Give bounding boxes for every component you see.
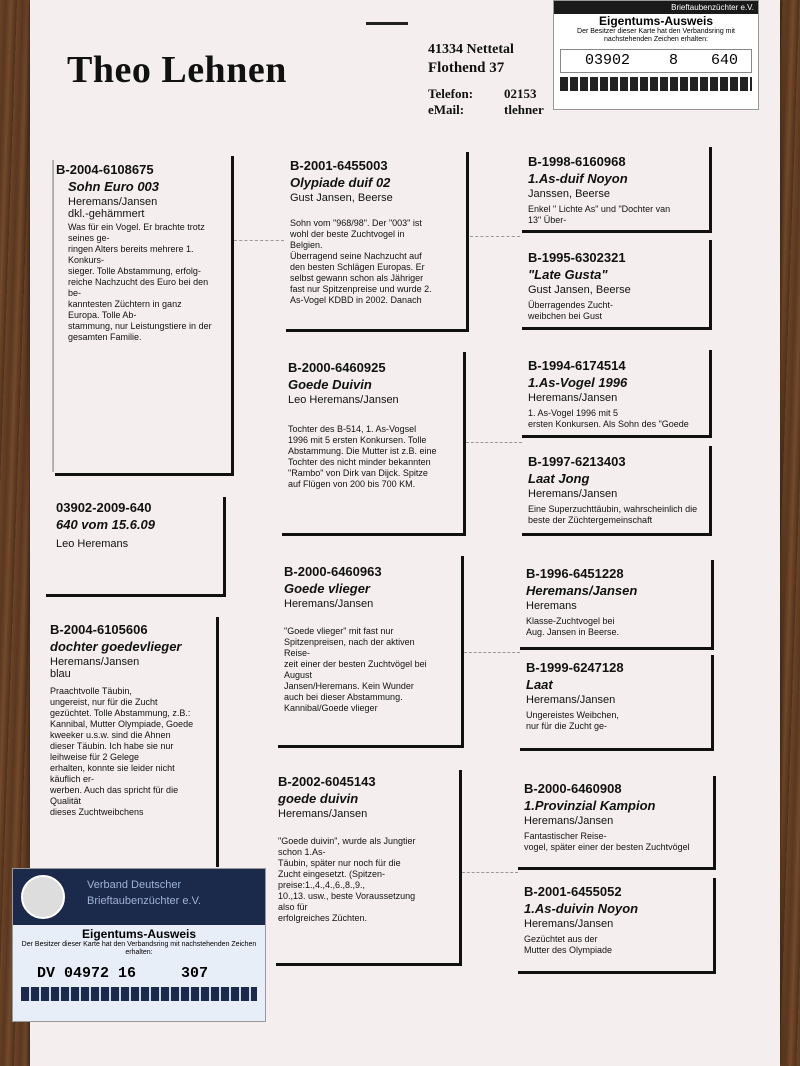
stamp-org-line1: Verband Deutscher	[87, 879, 182, 891]
desc-line: Aug. Jansen in Beerse.	[526, 627, 620, 637]
desc-line: Überragendes Zucht-	[528, 300, 614, 310]
stamp-pattern	[560, 77, 752, 91]
ring-number: B-2000-6460925	[288, 360, 386, 375]
desc-line: Ungereistes Weibchen,	[526, 710, 619, 720]
desc-line: fast nur Spitzenpreise und wurde 2.	[290, 284, 432, 294]
ring-number: B-2001-6455052	[524, 884, 622, 899]
desc-line: Sohn vom "968/98". Der "003" ist	[290, 218, 422, 228]
desc-line: 1996 mit 5 ersten Konkursen. Tolle	[288, 435, 427, 445]
desc-line: Belgien.	[290, 240, 323, 250]
bracket-line	[520, 647, 714, 650]
desc-line: Gezüchtet aus der	[524, 934, 598, 944]
bracket-line	[709, 240, 712, 330]
ring-number: B-1998-6160968	[528, 154, 626, 169]
desc-line: Konkurs-	[68, 255, 105, 265]
breeder: Heremans/Jansen	[528, 488, 618, 500]
desc-line: auch bei dieser Abstammung.	[284, 692, 403, 702]
desc-line: August	[284, 670, 313, 680]
connector	[234, 240, 284, 241]
bracket-line	[520, 748, 714, 751]
desc-line: gesamten Familie.	[68, 332, 142, 342]
desc-line: kweeker u.s.w. sind die Ahnen	[50, 730, 171, 740]
stamp-org-line2: Brieftaubenzüchter e.V.	[87, 895, 201, 907]
desc-line: wohl der beste Zuchtvogel in	[290, 229, 405, 239]
desc-line: selbst gewann schon als Jähriger	[290, 273, 424, 283]
bracket-line	[522, 435, 712, 438]
connector	[466, 442, 522, 443]
pigeon-name: Heremans/Jansen	[526, 583, 638, 598]
bracket-line	[463, 352, 466, 536]
phone-value: 02153	[504, 86, 537, 101]
desc-line: Reise-	[284, 648, 311, 658]
bracket-line	[522, 327, 712, 330]
pigeon-name: 640 vom 15.6.09	[56, 517, 156, 532]
bracket-line	[466, 152, 469, 332]
bracket-line	[276, 963, 462, 966]
desc-line: dieser Täubin. Ich habe sie nur	[50, 741, 174, 751]
desc-line: Qualität	[50, 796, 82, 806]
granddam-paternal-card	[288, 360, 460, 490]
pigeon-logo-icon	[21, 875, 65, 919]
pigeon-name: 1.As-duif Noyon	[528, 171, 628, 186]
pigeon-name: Olypiade duif 02	[290, 175, 391, 190]
desc-line: Jansen/Heremans. Kein Wunder	[284, 681, 414, 691]
desc-line: Praachtvolle Täubin,	[50, 686, 132, 696]
desc-line: Kannibal/Goede vlieger	[284, 703, 378, 713]
desc-line: ungereist, nur für die Zucht	[50, 697, 158, 707]
pigeon-name: Laat Jong	[528, 471, 590, 486]
bracket-line	[713, 776, 716, 870]
stamp-ring-year: 8	[669, 52, 679, 69]
desc-line: erhalten, konnte sie leider nicht	[50, 763, 175, 773]
ring-number: B-2002-6045143	[278, 774, 376, 789]
breeder: Heremans/Jansen	[524, 918, 614, 930]
stamp-subtitle: Der Besitzer dieser Karte hat den Verbandsring mit nachstehenden Zeichen erhalten:	[577, 28, 735, 43]
owner-name: Theo Lehnen	[67, 49, 287, 91]
stamp-ring-number: DV 04972 16	[37, 965, 137, 982]
desc-line: auf Flügen von 200 bis 700 KM.	[288, 479, 416, 489]
bracket-line	[709, 350, 712, 438]
connector	[470, 236, 520, 237]
bracket-line	[55, 473, 234, 476]
ancestor-card	[528, 250, 706, 322]
desc-line: "Goede vlieger" mit fast nur	[284, 626, 394, 636]
desc-line: leihweise für 2 Gelege	[50, 752, 140, 762]
email-value: tlehner	[504, 102, 544, 117]
address-city: 41334 Nettetal	[428, 42, 514, 57]
granddam-maternal-card	[278, 774, 454, 924]
stamp-org: Brieftaubenzüchter e.V.	[554, 1, 758, 14]
divider	[366, 22, 408, 25]
ring-number: B-1999-6247128	[526, 660, 624, 675]
desc-line: schon 1.As-	[278, 847, 326, 857]
bracket-line	[713, 878, 716, 974]
breeder: Leo Heremans/Jansen	[288, 394, 399, 406]
ancestor-card	[526, 660, 706, 732]
ring-number: B-1997-6213403	[528, 454, 626, 469]
desc-line: 13" Über-	[528, 215, 567, 225]
bracket-line	[709, 147, 712, 233]
stamp-title: Eigentums-Ausweis	[81, 927, 197, 941]
desc-line: sieger. Tolle Abstammung, erfolg-	[68, 266, 201, 276]
stamp-subtitle: Der Besitzer dieser Karte hat den Verbandsring mit nachstehenden Zeichen erhalten:	[21, 941, 257, 956]
desc-line: weibchen bei Gust	[528, 311, 603, 321]
desc-line: Kannibal, Mutter Olympiade, Goede	[50, 719, 194, 729]
bracket-line	[711, 655, 714, 751]
desc-line: werben. Auch das spricht für die	[50, 785, 179, 795]
bracket-line	[518, 867, 716, 870]
pigeon-name: Sohn Euro 003	[68, 179, 160, 194]
ancestor-card	[528, 358, 706, 430]
breeder: Heremans/Jansen	[524, 815, 614, 827]
breeder: Heremans	[526, 600, 577, 612]
desc-line: Überragend seine Nachzucht auf	[290, 251, 422, 261]
connector	[464, 652, 520, 653]
bracket-line	[46, 594, 226, 597]
bracket-line	[216, 617, 219, 867]
desc-line: "Rambo" von Dirk van Dijck. Spitze	[288, 468, 428, 478]
subject-card	[56, 500, 226, 550]
desc-line: ersten Konkursen. Als Sohn des "Goede	[528, 419, 689, 429]
connector	[462, 872, 518, 873]
ancestor-card	[528, 454, 706, 526]
desc-line: Abstammung. Die Mutter ist z.B. eine	[288, 446, 437, 456]
desc-line: den besten Schlägen Europas. Er	[290, 262, 425, 272]
desc-line: Enkel " Lichte As" und "Dochter van	[528, 204, 671, 214]
stamp-pattern	[21, 987, 257, 1001]
pigeon-name: dochter goedevlieger	[50, 639, 182, 654]
color: blau	[50, 668, 71, 680]
desc-line: Tochter des B-514, 1. As-Vogsel	[288, 424, 417, 434]
ownership-stamp-top	[553, 0, 759, 110]
pigeon-name: Goede Duivin	[288, 377, 372, 392]
stamp-ring-serial: 307	[181, 965, 209, 982]
breeder: Heremans/Jansen	[278, 808, 368, 820]
desc-line: "Goede duivin", wurde als Jungtier	[278, 836, 416, 846]
breeder: Heremans/Jansen	[50, 656, 140, 668]
desc-line: be-	[68, 288, 82, 298]
ancestor-card	[526, 566, 706, 638]
email-label: eMail:	[428, 102, 465, 117]
desc-line: Klasse-Zuchtvogel bei	[526, 616, 615, 626]
desc-line: 10.,13. usw., beste Voraussetzung	[278, 891, 416, 901]
phone-label: Telefon:	[428, 86, 474, 101]
desc-line: 1. As-Vogel 1996 mit 5	[528, 408, 619, 418]
desc-line: ringen Alters bereits mehrere 1.	[68, 244, 194, 254]
stamp-ring-number: 03902	[585, 52, 631, 69]
grandsire-paternal-card	[290, 158, 462, 306]
desc-line: Eine Superzuchttäubin, wahrscheinlich die	[528, 504, 698, 514]
breeder: Leo Heremans	[56, 538, 129, 550]
pigeon-name: 1.As-Vogel 1996	[528, 375, 628, 390]
pigeon-name: Goede vlieger	[284, 581, 370, 596]
ancestor-card	[524, 884, 706, 956]
pigeon-name: Laat	[526, 677, 553, 692]
bracket-line	[522, 230, 712, 233]
desc-line: beste der Züchtergemeinschaft	[528, 515, 653, 525]
ring-number: B-1995-6302321	[528, 250, 626, 265]
stamp-title: Eigentums-Ausweis	[598, 14, 714, 28]
ring-number: 03902-2009-640	[56, 500, 152, 515]
desc-line: As-Vogel KDBD in 2002. Danach	[290, 295, 422, 305]
desc-line: Täubin, später nur noch für die	[278, 858, 401, 868]
desc-line: Mutter des Olympiade	[524, 945, 613, 955]
box-edge	[52, 160, 54, 472]
ring-number: B-1996-6451228	[526, 566, 624, 581]
bracket-line	[459, 770, 462, 966]
stamp-ring-serial: 640	[711, 52, 739, 69]
breeder: Gust Jansen, Beerse	[290, 192, 393, 204]
pigeon-name: 1.Provinzial Kampion	[524, 798, 656, 813]
ring-number: B-2001-6455003	[290, 158, 388, 173]
desc-line: dieses Zuchtweibchens	[50, 807, 144, 817]
dam-card	[50, 622, 220, 818]
desc-line: seines ge-	[68, 233, 110, 243]
ring-number: B-2000-6460908	[524, 781, 622, 796]
desc-line: Europa. Tolle Ab-	[68, 310, 137, 320]
bracket-line	[231, 156, 234, 476]
desc-line: erfolgreiches Züchten.	[278, 913, 368, 923]
breeder: Gust Jansen, Beerse	[528, 284, 631, 296]
desc-line: preise:1.,4.,4.,6.,8.,9.,	[278, 880, 366, 890]
ancestor-card	[524, 781, 706, 853]
desc-line: also für	[278, 902, 308, 912]
desc-line: käuflich er-	[50, 774, 95, 784]
ring-number: B-2000-6460963	[284, 564, 382, 579]
desc-line: kanntesten Züchtern in ganz	[68, 299, 182, 309]
stamp-header	[13, 869, 265, 925]
desc-line: Was für ein Vogel. Er brachte trotz	[68, 222, 205, 232]
bracket-line	[518, 971, 716, 974]
breeder: Heremans/Jansen	[526, 694, 616, 706]
pigeon-name: 1.As-duivin Noyon	[524, 901, 639, 916]
grandsire-maternal-card	[284, 564, 456, 714]
bracket-line	[711, 560, 714, 650]
bracket-line	[278, 745, 464, 748]
ring-number: B-2004-6105606	[50, 622, 148, 637]
sire-card	[56, 162, 226, 343]
ownership-stamp-bottom	[12, 868, 266, 1022]
address-street: Flothend 37	[428, 60, 505, 76]
desc-line: nur für die Zucht ge-	[526, 721, 608, 731]
bracket-line	[522, 533, 712, 536]
ring-number: B-2004-6108675	[56, 162, 154, 177]
ancestor-card	[528, 154, 706, 226]
breeder: Janssen, Beerse	[528, 188, 610, 200]
bracket-line	[223, 497, 226, 597]
desc-line: Tochter des nicht minder bekannten	[288, 457, 431, 467]
desc-line: zeit einer der besten Zuchtvögel bei	[284, 659, 427, 669]
bracket-line	[282, 533, 466, 536]
desc-line: Spitzenpreisen, nach der aktiven	[284, 637, 415, 647]
desc-line: gezüchtet. Tolle Abstammung, z.B.:	[50, 708, 191, 718]
breeder: Heremans/Jansen	[284, 598, 374, 610]
breeder: Heremans/Jansen	[528, 392, 618, 404]
bracket-line	[709, 446, 712, 536]
desc-line: stammung, nur Leistungstiere in der	[68, 321, 212, 331]
pigeon-name: "Late Gusta"	[528, 267, 608, 282]
color: dkl.-gehämmert	[68, 208, 145, 220]
desc-line: reiche Nachzucht des Euro bei den	[68, 277, 209, 287]
pigeon-name: goede duivin	[278, 791, 359, 806]
bracket-line	[286, 329, 469, 332]
ring-number: B-1994-6174514	[528, 358, 626, 373]
desc-line: Zucht eingesetzt. (Spitzen-	[278, 869, 386, 879]
desc-line: vogel, später einer der besten Zuchtvögel	[524, 842, 690, 852]
desc-line: Fantastischer Reise-	[524, 831, 607, 841]
breeder: Heremans/Jansen	[68, 196, 158, 208]
